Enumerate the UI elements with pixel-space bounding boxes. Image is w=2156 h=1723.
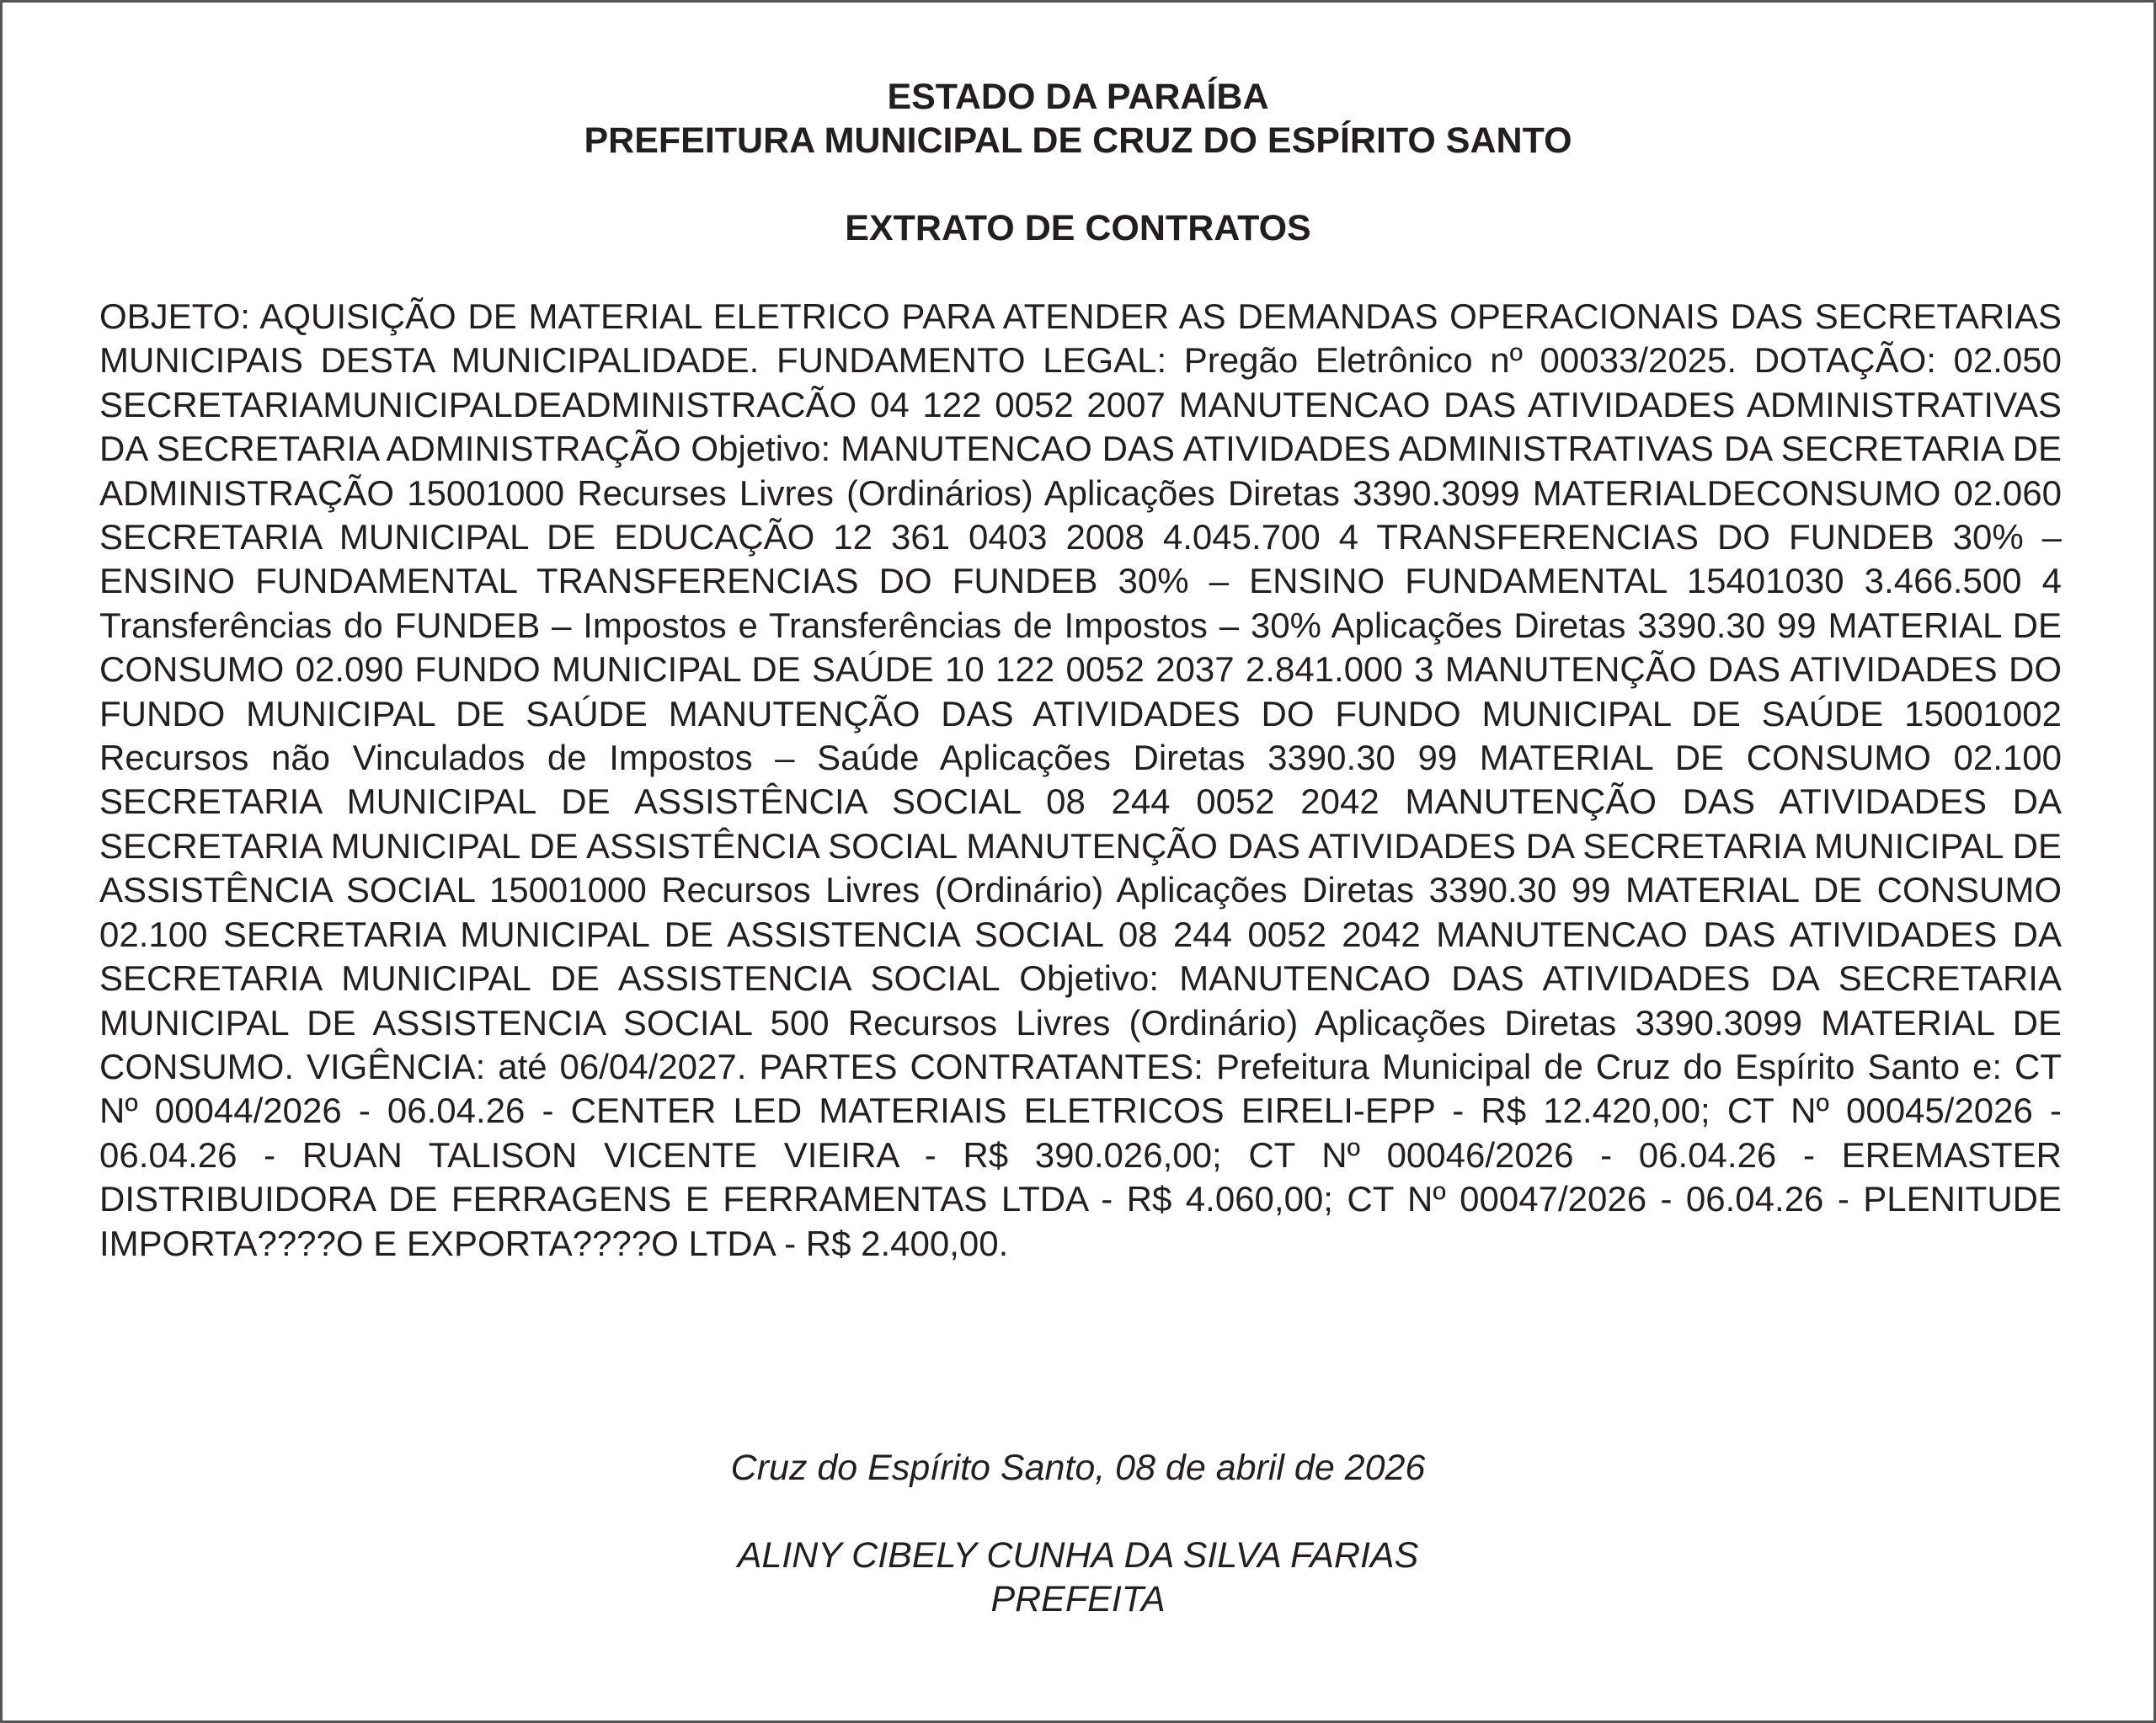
municipality-heading: PREFEITURA MUNICIPAL DE CRUZ DO ESPÍRITO SANTO [584, 120, 1572, 161]
place-date: Cruz do Espírito Santo, 08 de abril de 2026 [730, 1448, 1426, 1488]
contract-extract-body: OBJETO: AQUISIÇÃO DE MATERIAL ELETRICO PARA ATENDER AS DEMANDAS OPERACIONAIS DAS SECRETARIAS MUNICIPAIS DESTA MUNICIPALIDADE. FUNDAMENTO LEGAL: Pregão Eletrônico nº 00033/2025. DOTAÇÃO: 02.050 SECRETARIAMUNICIPALDEADMINISTRACÃO 04 122 0052 2007 MANUTENCAO DAS ATIVIDADES ADMINISTRATIVAS DA SECRETARIA ADMINISTRAÇÃO Objetivo: MANUTENCAO DAS ATIVIDADES ADMINISTRATIVAS DA SECRETARIA DE ADMINISTRAÇÃO 15001000 Recurses Livres (Ordinários) Aplicações Diretas 3390.3099 MATERIALDECONSUMO 02.060 SECRETARIA MUNICIPAL DE EDUCAÇÃO 12 361 0403 2008 4.045.700 4 TRANSFERENCIAS DO FUNDEB 30% – ENSINO FUNDAMENTAL TRANSFERENCIAS DO FUNDEB 30% – ENSINO FUNDAMENTAL 15401030 3.466.500 4 Transferências do FUNDEB – Impostos e Transferências de Impostos – 30% Aplicações Diretas 3390.30 99 MATERIAL DE CONSUMO 02.090 FUNDO MUNICIPAL DE SAÚDE 10 122 0052 2037 2.841.000 3 MANUTENÇÃO DAS ATIVIDADES DO FUNDO MUNICIPAL DE SAÚDE MANUTENÇÃO DAS ATIVIDADES DO FUNDO MUNICIPAL DE SAÚDE 15001002 Recursos não Vinculados de Impostos – Saúde Aplicações Diretas 3390.30 99 MATERIAL DE CONSUMO 02.100 SECRETARIA MUNICIPAL DE ASSISTÊNCIA SOCIAL 08 244 0052 2042 MANUTENÇÃO DAS ATIVIDADES DA SECRETARIA MUNICIPAL DE ASSISTÊNCIA SOCIAL MANUTENÇÃO DAS ATIVIDADES DA SECRETARIA MUNICIPAL DE ASSISTÊNCIA SOCIAL 15001000 Recursos Livres (Ordinário) Aplicações Diretas 3390.30 99 MATERIAL DE CONSUMO 02.100 SECRETARIA MUNICIPAL DE ASSISTENCIA SOCIAL 08 244 0052 2042 MANUTENCAO DAS ATIVIDADES DA SECRETARIA MUNICIPAL DE ASSISTENCIA SOCIAL Objetivo: MANUTENCAO DAS ATIVIDADES DA SECRETARIA MUNICIPAL DE ASSISTENCIA SOCIAL 500 Recursos Livres (Ordinário) Aplicações Diretas 3390.3099 MATERIAL DE CONSUMO. VIGÊNCIA: até 06/04/2027. PARTES CONTRATANTES: Prefeitura Municipal de Cruz do Espírito Santo e: CT Nº 00044/2026 - 06.04.26 - CENTER LED MATERIAIS ELETRICOS EIRELI-EPP - R$ 12.420,00; CT Nº 00045/2026 - 06.04.26 - RUAN TALISON VICENTE VIEIRA - R$ 390.026,00; CT Nº 00046/2026 - 06.04.26 - EREMASTER DISTRIBUIDORA DE FERRAGENS E FERRAMENTAS LTDA - R$ 4.060,00; CT Nº 00047/2026 - 06.04.26 - PLENITUDE IMPORTA????O E EXPORTA????O LTDA - R$ 2.400,00. [99, 296, 2062, 1263]
signer-role: PREFEITA [990, 1579, 1166, 1619]
signer-name: ALINY CIBELY CUNHA DA SILVA FARIAS [737, 1535, 1419, 1576]
document-title: EXTRATO DE CONTRATOS [845, 208, 1311, 248]
signature-block [3, 1446, 2153, 1621]
document-header [3, 75, 2153, 163]
state-heading: ESTADO DA PARAÍBA [887, 77, 1269, 117]
